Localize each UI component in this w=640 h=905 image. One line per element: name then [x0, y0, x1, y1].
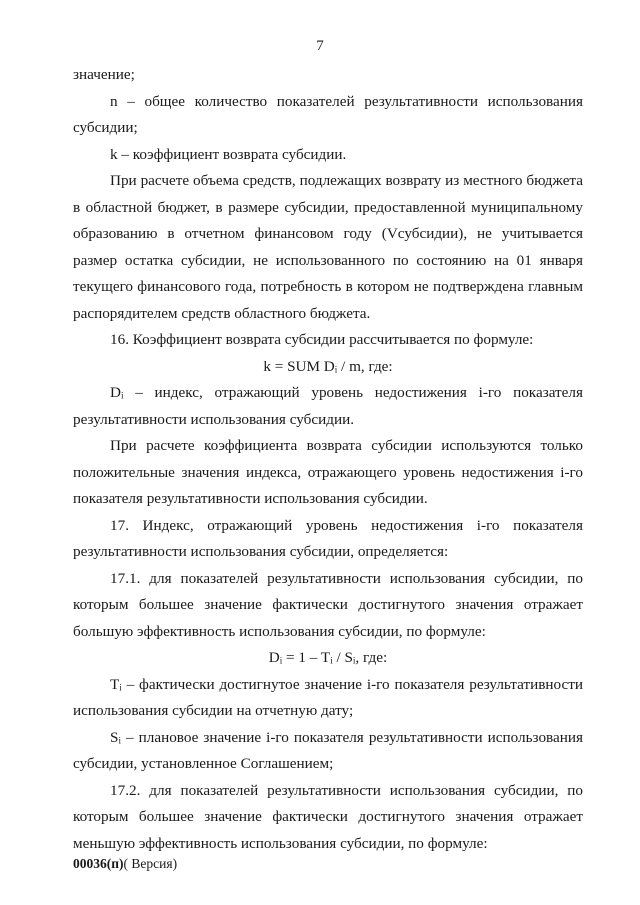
formula-k: k = SUM Dᵢ / m, где:	[263, 357, 393, 375]
document-version: ( Версия)	[123, 856, 178, 871]
paragraph-return-volume: При расчете объема средств, подлежащих возврату из местного бюджета в областной бюджет, в размере субсидии, предоставленной муниципальному образованию в отчетном финансовом году (Vсубсидии), не учитывается размер остатка субсидии, не использованного по состоянию на 01 января текущего финансового года, потребность в котором не подтверждена главным распорядителем средств областного бюджета.	[73, 172, 583, 322]
paragraph-n-definition: n – общее количество показателей результативности использования субсидии;	[73, 92, 583, 136]
page-number: 7	[316, 38, 324, 54]
paragraph-value-continuation: значение;	[73, 66, 135, 83]
paragraph-positive-values: При расчете коэффициента возврата субсидии используются только положительные значения индекса, отражающего уровень недостижения i-го показателя результативности использования субсидии.	[73, 437, 583, 507]
document-body	[73, 62, 583, 857]
paragraph-16-heading: 16. Коэффициент возврата субсидии рассчитывается по формуле:	[110, 331, 534, 348]
paragraph-17-2: 17.2. для показателей результативности использования субсидии, по которым большее значение фактически достигнутого значения отражает меньшую эффективность использования субсидии, по формуле:	[73, 781, 583, 852]
paragraph-si-definition: Sᵢ – плановое значение i-го показателя результативности использования субсидии, установленное Соглашением;	[73, 728, 583, 772]
paragraph-17-1: 17.1. для показателей результативности использования субсидии, по которым большее значение фактически достигнутого значения отражает большую эффективность использования субсидии, по формуле:	[73, 569, 583, 640]
paragraph-17-heading: 17. Индекс, отражающий уровень недостижения i-го показателя результативности использования субсидии, определяется:	[73, 516, 583, 560]
paragraph-di-definition: Dᵢ – индекс, отражающий уровень недостижения i-го показателя результативности использования субсидии.	[73, 384, 583, 428]
paragraph-k-definition: k – коэффициент возврата субсидии.	[110, 145, 347, 163]
paragraph-ti-definition: Tᵢ – фактически достигнутое значение i-го показателя результативности использования субсидии на отчетную дату;	[73, 675, 583, 719]
document-footer	[73, 856, 177, 872]
formula-di: Dᵢ = 1 – Tᵢ / Sᵢ, где:	[268, 649, 388, 666]
document-code: 00036(п)	[73, 856, 124, 871]
